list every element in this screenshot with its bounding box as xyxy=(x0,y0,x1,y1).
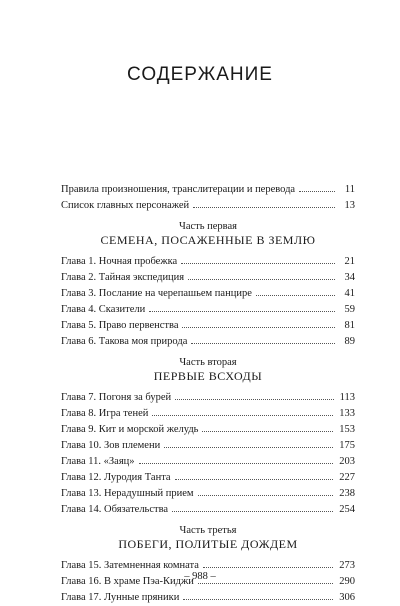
table-of-contents xyxy=(61,180,355,604)
toc-entry xyxy=(61,452,355,468)
toc-entry xyxy=(61,484,355,500)
entry-page: 13 xyxy=(344,200,355,211)
entry-page: 238 xyxy=(339,488,355,499)
entry-title: Глава 9. Кит и морской желудь xyxy=(61,424,199,435)
dot-leader xyxy=(198,484,334,496)
toc-entry xyxy=(61,500,355,516)
toc-entry xyxy=(61,196,355,212)
part-heading xyxy=(61,220,355,248)
toc-entry xyxy=(61,284,355,300)
entry-page: 11 xyxy=(344,184,355,195)
dot-leader xyxy=(175,468,334,480)
entry-title: Глава 11. «Заяц» xyxy=(61,456,135,467)
entry-title: Глава 10. Зов племени xyxy=(61,440,161,451)
dot-leader xyxy=(188,268,335,280)
toc-entry xyxy=(61,332,355,348)
entry-page: 254 xyxy=(339,504,355,515)
entry-page: 113 xyxy=(339,392,355,403)
entry-page: 306 xyxy=(339,592,355,603)
dot-leader xyxy=(149,300,335,312)
entry-title: Глава 4. Сказители xyxy=(61,304,146,315)
entry-page: 153 xyxy=(339,424,355,435)
part-name: ПЕРВЫЕ ВСХОДЫ xyxy=(153,369,263,383)
entry-title: Список главных персонажей xyxy=(61,200,190,211)
part-name: ПОБЕГИ, ПОЛИТЫЕ ДОЖДЕМ xyxy=(118,537,298,551)
entry-title: Глава 12. Луродия Танта xyxy=(61,472,171,483)
toc-entry xyxy=(61,588,355,604)
entry-title: Глава 17. Лунные пряники xyxy=(61,592,180,603)
entry-title: Глава 6. Такова моя природа xyxy=(61,336,188,347)
entry-page: 290 xyxy=(339,576,355,587)
page-number: – 988 – xyxy=(184,571,216,582)
entry-page: 273 xyxy=(339,560,355,571)
toc-entry xyxy=(61,404,355,420)
toc-entry xyxy=(61,468,355,484)
entry-page: 81 xyxy=(344,320,355,331)
entry-page: 89 xyxy=(344,336,355,347)
part-heading xyxy=(61,524,355,552)
part-name: СЕМЕНА, ПОСАЖЕННЫЕ В ЗЕМЛЮ xyxy=(100,233,316,247)
part-label: Часть третья xyxy=(179,525,237,536)
toc-entry xyxy=(61,252,355,268)
dot-leader xyxy=(175,388,333,400)
toc-entry xyxy=(61,300,355,316)
entry-page: 227 xyxy=(339,472,355,483)
page-title: СОДЕРЖАНИЕ xyxy=(127,64,273,85)
entry-title: Правила произношения, транслитерации и перевода xyxy=(61,184,296,195)
entry-page: 59 xyxy=(344,304,355,315)
dot-leader xyxy=(299,180,335,192)
dot-leader xyxy=(193,196,335,208)
dot-leader xyxy=(152,404,333,416)
entry-title: Глава 5. Право первенства xyxy=(61,320,179,331)
part-heading xyxy=(61,356,355,384)
toc-entry xyxy=(61,388,355,404)
entry-title: Глава 14. Обязательства xyxy=(61,504,169,515)
entry-title: Глава 3. Послание на черепашьем панцире xyxy=(61,288,252,299)
dot-leader xyxy=(203,556,333,568)
entry-title: Глава 8. Игра теней xyxy=(61,408,149,419)
entry-page: 34 xyxy=(344,272,355,283)
entry-title: Глава 15. Затемненная комната xyxy=(61,560,199,571)
entry-title: Глава 1. Ночная пробежка xyxy=(61,256,178,267)
dot-leader xyxy=(183,588,333,600)
entry-title: Глава 16. В храме Пэа-Киджи xyxy=(61,576,194,587)
entry-page: 203 xyxy=(339,456,355,467)
dot-leader xyxy=(256,284,335,296)
dot-leader xyxy=(181,252,335,264)
entry-page: 41 xyxy=(344,288,355,299)
toc-entry xyxy=(61,268,355,284)
entry-page: 175 xyxy=(339,440,355,451)
toc-entry xyxy=(61,420,355,436)
part-label: Часть вторая xyxy=(179,357,237,368)
toc-entry xyxy=(61,180,355,196)
entry-page: 21 xyxy=(344,256,355,267)
dot-leader xyxy=(182,316,335,328)
dot-leader xyxy=(202,420,333,432)
part-label: Часть первая xyxy=(179,221,237,232)
toc-entry xyxy=(61,436,355,452)
entry-title: Глава 7. Погоня за бурей xyxy=(61,392,172,403)
dot-leader xyxy=(172,500,333,512)
dot-leader xyxy=(139,452,334,464)
toc-entry xyxy=(61,316,355,332)
toc-entry xyxy=(61,556,355,572)
dot-leader xyxy=(164,436,333,448)
entry-page: 133 xyxy=(339,408,355,419)
dot-leader xyxy=(191,332,335,344)
entry-title: Глава 13. Нерадушный прием xyxy=(61,488,194,499)
entry-title: Глава 2. Тайная экспедиция xyxy=(61,272,185,283)
